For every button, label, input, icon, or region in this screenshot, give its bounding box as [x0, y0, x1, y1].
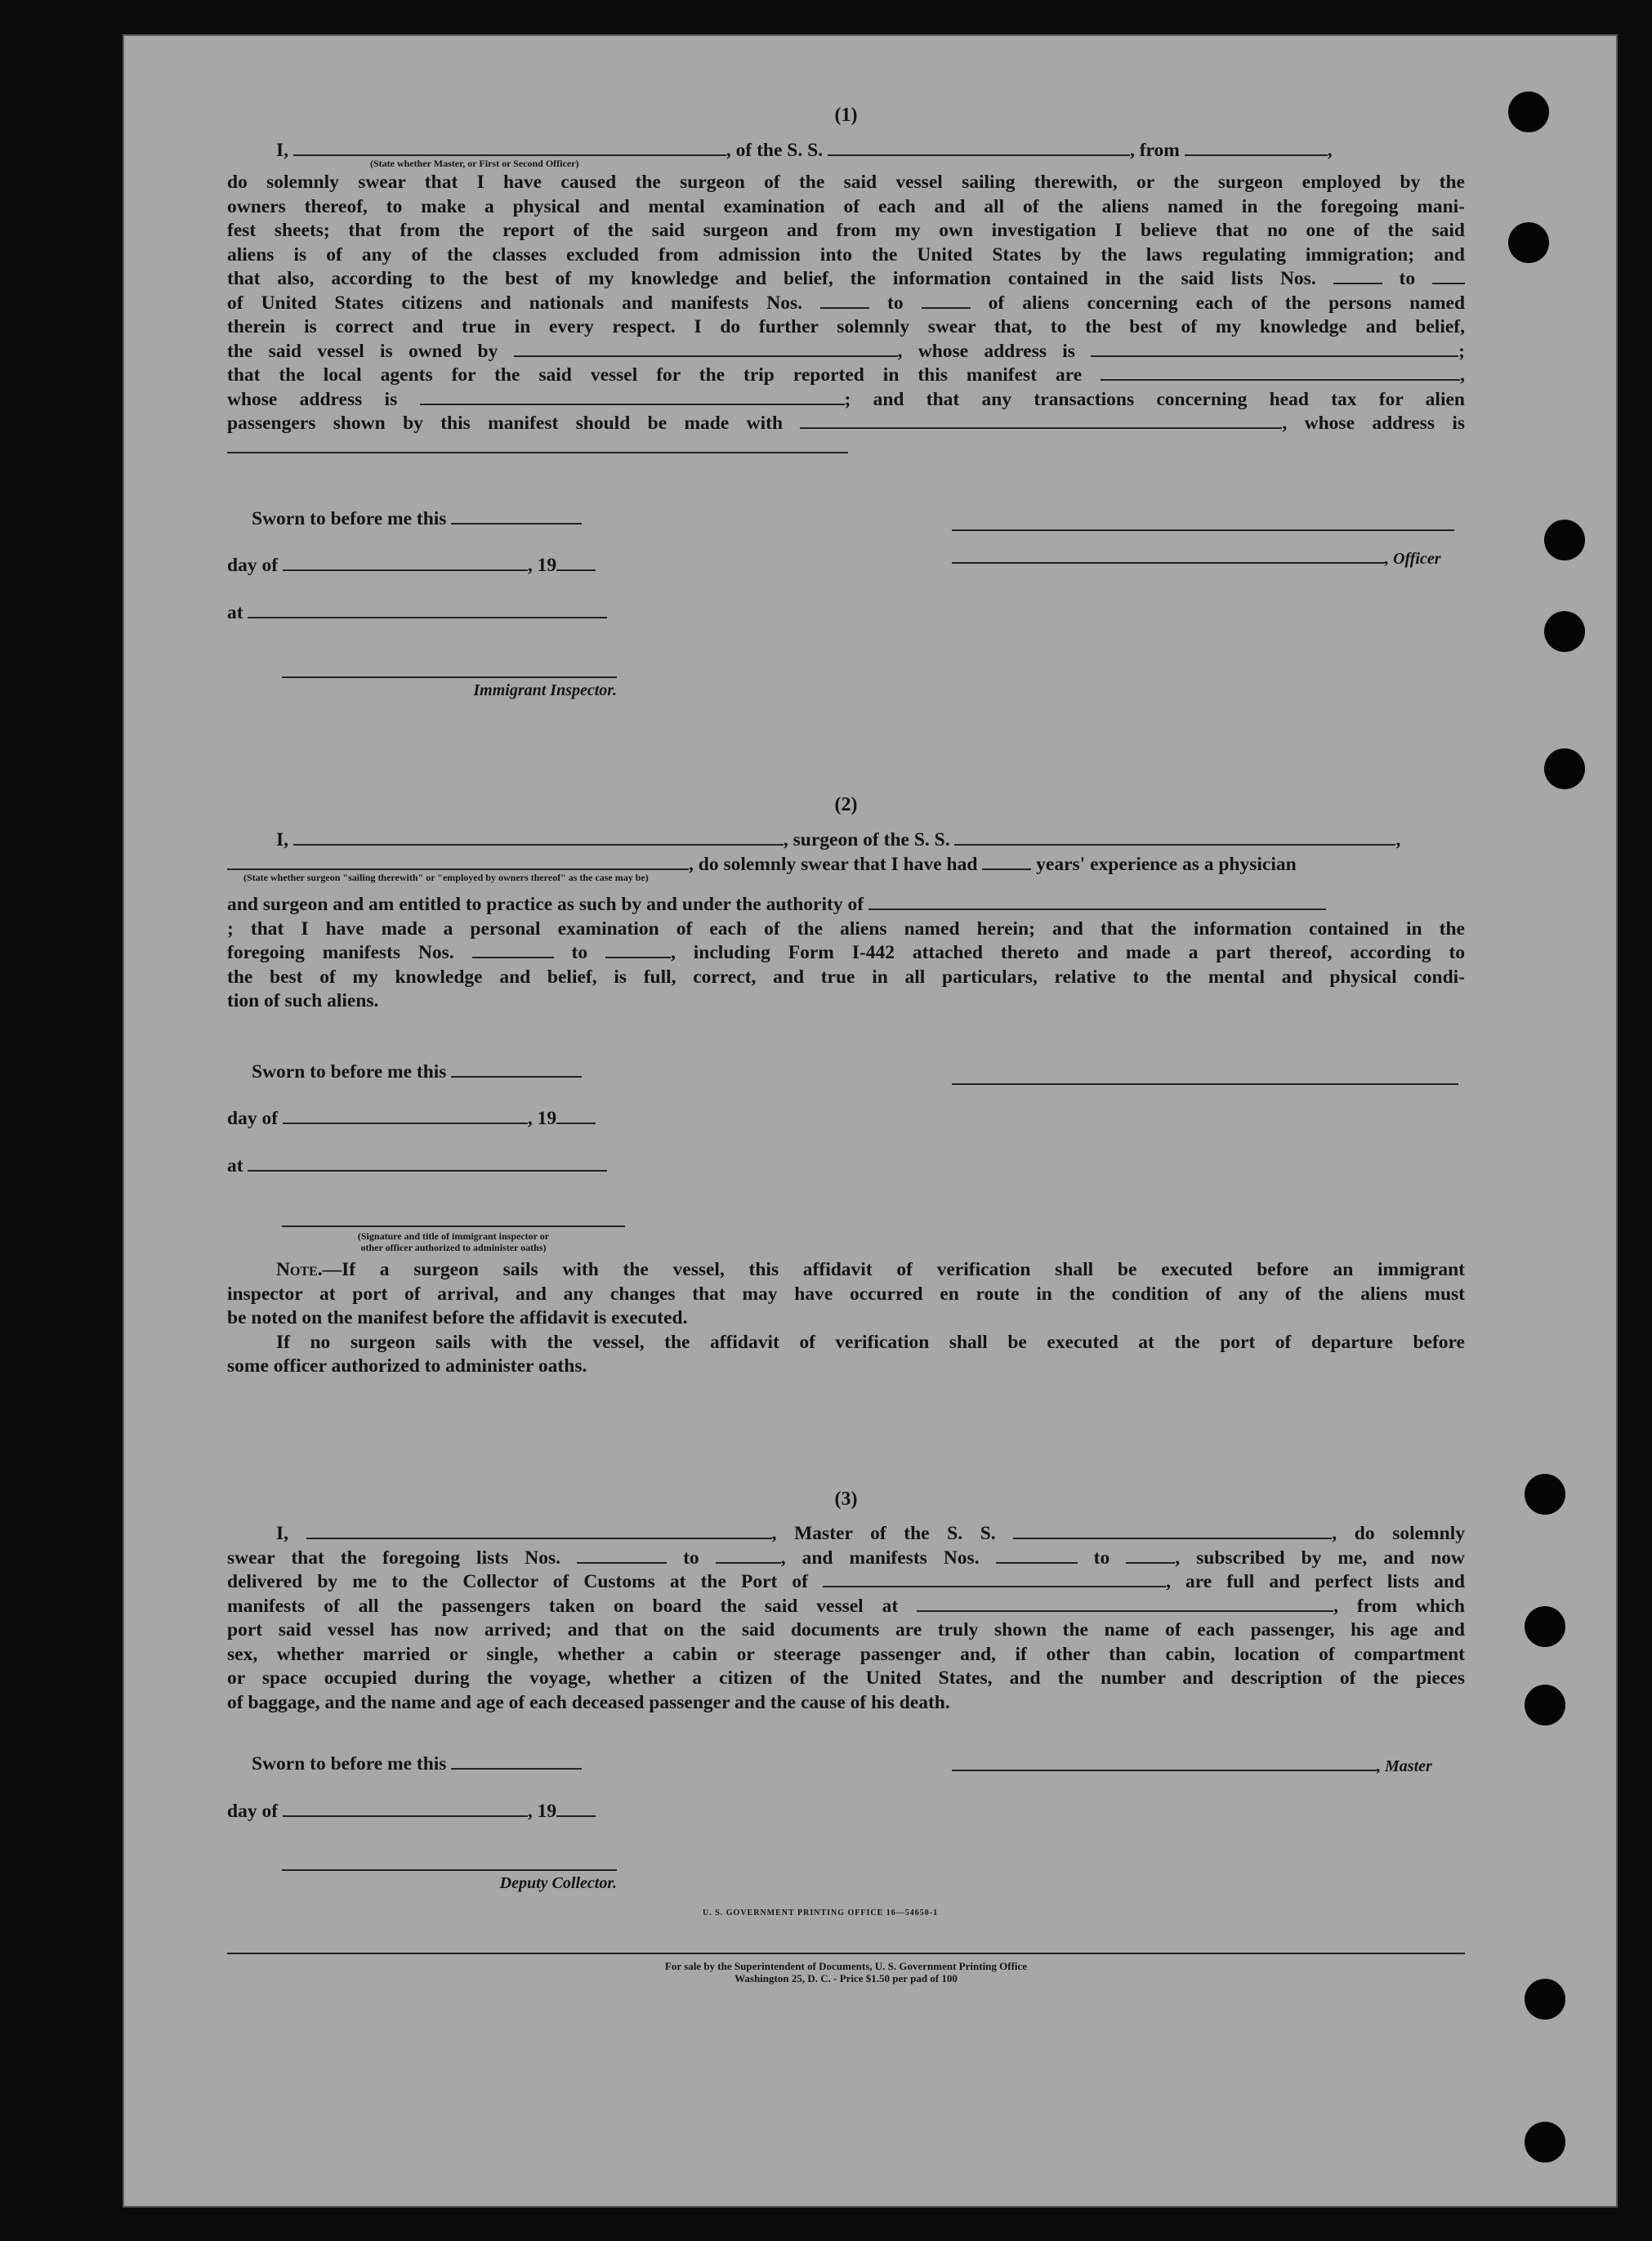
year-field[interactable] — [556, 1108, 596, 1124]
list-from-field[interactable] — [1333, 268, 1382, 284]
manifest-to-field[interactable] — [1126, 1547, 1175, 1564]
sworn-day-field[interactable] — [451, 508, 582, 525]
list-from-field[interactable] — [577, 1547, 667, 1564]
authority-field[interactable] — [868, 894, 1326, 910]
s2-dayof: day of , 19 — [227, 1106, 596, 1131]
note-paragraph: Note.—If a surgeon sails with the vessel, this affidavit of verification shall be executed before an immigrant inspector at port of arrival, and any changes that may have occurred en route in the condition of any of the aliens must be noted on the manifest before the affidavit is executed. If no surgeon sails with the vessel, the affidavit of verification shall be executed at the port of departure before some officer authorized to administer oaths. — [227, 1259, 1465, 1377]
s1-dayof: day of , 19 — [227, 553, 596, 578]
s1-at: at — [227, 600, 607, 625]
boarding-port-field[interactable] — [917, 1596, 1333, 1612]
agent-address-field[interactable] — [420, 389, 845, 405]
manifest-from-field[interactable] — [996, 1547, 1078, 1564]
s2-surgeon-signature — [952, 1062, 1458, 1085]
month-field[interactable] — [283, 1108, 528, 1124]
manifest-to-field[interactable] — [922, 292, 971, 309]
vessel-name-field[interactable] — [954, 829, 1395, 846]
surgeon-name-field[interactable] — [293, 829, 784, 846]
manifest-to-field[interactable] — [605, 942, 671, 958]
vessel-name-field[interactable] — [828, 140, 1130, 156]
signature-line[interactable] — [282, 655, 617, 678]
s1-inspector-signature: Immigrant Inspector. — [282, 655, 617, 700]
manifest-from-field[interactable] — [820, 292, 869, 309]
head-tax-address-field[interactable] — [227, 437, 848, 453]
signature-line[interactable] — [282, 1204, 625, 1227]
surgeon-oath-line: I, , surgeon of the S. S. , — [276, 829, 1401, 850]
punch-hole — [1544, 520, 1585, 560]
punch-hole — [1525, 1606, 1565, 1647]
signature-line[interactable] — [952, 1062, 1458, 1085]
place-field[interactable] — [248, 602, 607, 618]
s2-at: at — [227, 1154, 607, 1178]
list-to-field[interactable] — [1432, 268, 1465, 284]
head-tax-party-field[interactable] — [800, 413, 1282, 429]
officer-name-field[interactable] — [293, 140, 726, 156]
sworn-day-field[interactable] — [451, 1753, 582, 1770]
section-number: (3) — [834, 1489, 858, 1510]
punch-hole — [1525, 1474, 1565, 1515]
year-field[interactable] — [556, 555, 596, 571]
section-2: (2) I, , surgeon of the S. S. , , do solemnly swear that I have had years' experience as a physician (State whether surgeon "sailing therewith" or "employed by owners thereof" as the case may be) and surgeon and am entitled to practice as such by and under the authority of ; that I have made a personal examination of each of the aliens named herein; and that the information contained in the foregoing manifests Nos. to , including Form I-442 attached thereto and made a part thereof, according to the best of my knowledge and belief, is full, correct, and true in all particulars, relative to the mental and physical condi- tion of such aliens. — [227, 794, 1465, 1014]
s1-sworn: Sworn to before me this — [252, 507, 582, 531]
surgeon-status-field[interactable] — [227, 854, 689, 870]
punch-hole — [1525, 1685, 1565, 1725]
signature-line[interactable] — [952, 508, 1454, 531]
punch-hole — [1525, 2122, 1565, 2163]
master-oath-line: I, , of the S. S. , from , — [276, 140, 1333, 161]
officer-signature-field[interactable] — [952, 547, 1385, 564]
year-field[interactable] — [556, 1801, 596, 1817]
manifest-form-page — [123, 34, 1618, 2208]
s2-signature: (Signature and title of immigrant inspector or other officer authorized to administer oaths) — [282, 1204, 625, 1253]
oath-paragraph: do solemnly swear that I have caused the surgeon of the said vessel sailing therewith, or the surgeon employed by the owners thereof, to make a physical and mental examination of each and all of the aliens named in the foregoing mani- fest sheets; that from the report of the said surgeon and from my own investigation I believe that no one of the said aliens is of any of the classes excluded from admission into the United States by the laws regulating immigration; and that also, according to the best of my knowledge and belief, the information contained in the said lists Nos. to of United States citizens and nationals and manifests Nos. to of aliens concerning each of the persons named therein is correct and true in every respect. I do further solemnly swear that, to the best of my knowledge and belief, the said vessel is owned by , whose address is ; that the local agents for the said vessel for the trip reported in this manifest are , whose address is ; and that any transactions concerning head tax for alien passengers shown by this manifest should be made with , whose address is — [227, 171, 1465, 460]
port-field[interactable] — [823, 1571, 1166, 1587]
month-field[interactable] — [283, 1801, 528, 1817]
from-port-field[interactable] — [1185, 140, 1328, 156]
master-oath-paragraph: I, , Master of the S. S. , do solemnly swear that the foregoing lists Nos. to , and manifests Nos. to , subscribed by me, and now delivered by me to the Collector of Customs at the Port of , are full and perfect lists and manifests of all the passengers taken on board the said vessel at , from which port said vessel has now arrived; and that on the said documents are truly shown the name of each passenger, his age and sex, whether married or single, whether a cabin or steerage passenger and, if other than cabin, location of compartment or space occupied during the voyage, whether a citizen of the United States, and the number and description of the pieces of baggage, and the name and age of each deceased passenger and the cause of his death. — [227, 1523, 1466, 1713]
s3-deputy-signature: Deputy Collector. — [282, 1848, 617, 1893]
field-hint: (State whether Master, or First or Second Officer) — [370, 158, 579, 169]
s3-dayof: day of , 19 — [227, 1799, 596, 1824]
section-number: (1) — [834, 105, 858, 126]
s3-master-signature: , Master — [952, 1753, 1432, 1779]
s1-officer-signature: , Officer — [952, 508, 1467, 571]
manifest-from-field[interactable] — [472, 942, 554, 958]
punch-hole — [1544, 748, 1585, 789]
surgeon-paragraph: and surgeon and am entitled to practice as such by and under the authority of ; that I have made a personal examination of each of the aliens named herein; and that the information contained in the foregoing manifests Nos. to , including Form I-442 attached thereto and made a part thereof, according to the best of my knowledge and belief, is full, correct, and true in all particulars, relative to the mental and physical condi- tion of such aliens. — [227, 894, 1466, 1011]
field-hint: (State whether surgeon "sailing therewith" or "employed by owners thereof" as the case may be) — [243, 872, 649, 883]
section-1 — [227, 105, 1465, 460]
punch-hole — [1525, 1979, 1565, 2020]
owner-field[interactable] — [514, 341, 898, 357]
section-3 — [227, 1489, 1465, 1715]
master-signature-field[interactable] — [952, 1755, 1377, 1771]
punch-hole — [1508, 92, 1549, 132]
section-number: (2) — [834, 794, 858, 815]
punch-hole — [1508, 222, 1549, 263]
years-experience-field[interactable] — [982, 854, 1031, 870]
footer: For sale by the Superintendent of Documents, U. S. Government Printing Office Washington 25, D. C. - Price $1.50 per pad of 100 — [664, 1960, 1028, 1984]
footer-rule — [227, 1953, 1465, 1954]
printing-office-mark: U. S. GOVERNMENT PRINTING OFFICE 16—54650-1 — [703, 1908, 939, 1917]
vessel-name-field[interactable] — [1013, 1523, 1332, 1539]
list-to-field[interactable] — [716, 1547, 781, 1564]
signature-line[interactable] — [282, 1848, 617, 1871]
s3-sworn: Sworn to before me this — [252, 1752, 582, 1776]
sworn-day-field[interactable] — [451, 1061, 582, 1078]
master-name-field[interactable] — [306, 1523, 772, 1539]
month-field[interactable] — [283, 555, 528, 571]
place-field[interactable] — [248, 1155, 607, 1172]
local-agents-field[interactable] — [1101, 364, 1460, 381]
owner-address-field[interactable] — [1091, 341, 1458, 357]
s2-sworn: Sworn to before me this — [252, 1060, 582, 1084]
punch-hole — [1544, 611, 1585, 652]
